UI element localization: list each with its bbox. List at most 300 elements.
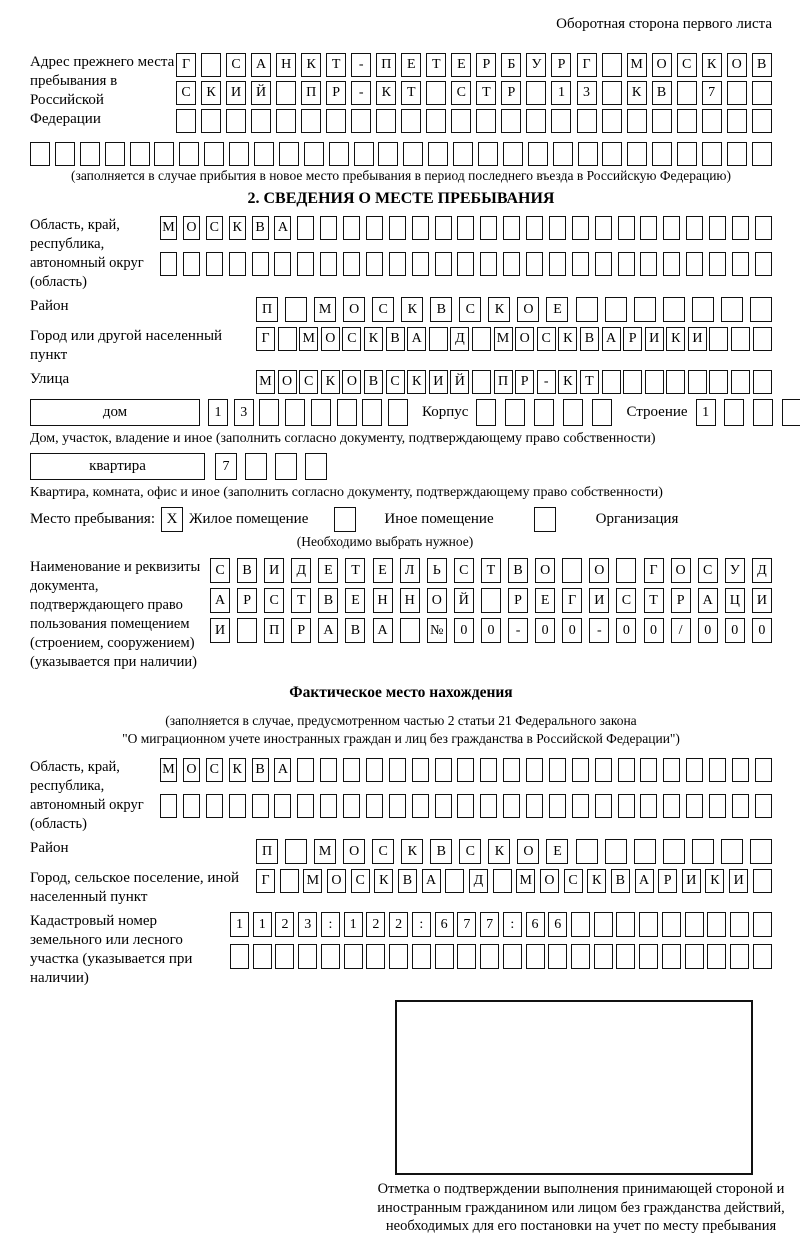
char-box[interactable]: [753, 327, 772, 351]
char-box[interactable]: [412, 252, 429, 276]
char-box[interactable]: [160, 252, 177, 276]
char-box[interactable]: И: [589, 588, 609, 613]
char-box[interactable]: У: [526, 53, 546, 77]
char-box[interactable]: Й: [450, 370, 469, 394]
char-box[interactable]: М: [256, 370, 275, 394]
char-box[interactable]: [176, 109, 196, 133]
char-box[interactable]: [297, 216, 314, 240]
char-box[interactable]: [782, 399, 800, 426]
char-box[interactable]: [732, 216, 749, 240]
char-box[interactable]: [389, 758, 406, 782]
char-box[interactable]: [252, 794, 269, 818]
char-box[interactable]: 0: [725, 618, 745, 643]
char-box[interactable]: [105, 142, 125, 166]
char-box[interactable]: [553, 142, 573, 166]
char-box[interactable]: [183, 794, 200, 818]
char-box[interactable]: [476, 109, 496, 133]
char-box[interactable]: И: [729, 869, 748, 893]
char-box[interactable]: [412, 216, 429, 240]
char-box[interactable]: [354, 142, 374, 166]
char-box[interactable]: С: [264, 588, 284, 613]
char-box[interactable]: В: [386, 327, 405, 351]
char-box[interactable]: [548, 944, 567, 969]
char-box[interactable]: 0: [616, 618, 636, 643]
char-box[interactable]: 0: [535, 618, 555, 643]
char-box[interactable]: [426, 109, 446, 133]
char-box[interactable]: [618, 216, 635, 240]
char-box[interactable]: Н: [400, 588, 420, 613]
char-box[interactable]: [526, 216, 543, 240]
char-box[interactable]: О: [535, 558, 555, 583]
char-box[interactable]: Д: [291, 558, 311, 583]
char-box[interactable]: [376, 109, 396, 133]
char-box[interactable]: К: [229, 216, 246, 240]
char-box[interactable]: [618, 758, 635, 782]
char-box[interactable]: [366, 252, 383, 276]
char-box[interactable]: В: [237, 558, 257, 583]
char-box[interactable]: Т: [481, 558, 501, 583]
char-box[interactable]: Л: [400, 558, 420, 583]
char-box[interactable]: Г: [176, 53, 196, 77]
char-box[interactable]: [389, 944, 408, 969]
char-box[interactable]: [501, 109, 521, 133]
char-box[interactable]: [595, 794, 612, 818]
char-box[interactable]: [571, 944, 590, 969]
char-box[interactable]: В: [398, 869, 417, 893]
char-box[interactable]: :: [321, 912, 340, 937]
char-box[interactable]: М: [314, 297, 336, 322]
char-box[interactable]: [343, 216, 360, 240]
char-box[interactable]: А: [210, 588, 230, 613]
char-box[interactable]: [253, 944, 272, 969]
char-box[interactable]: К: [364, 327, 383, 351]
char-box[interactable]: [251, 109, 271, 133]
char-box[interactable]: [572, 758, 589, 782]
char-box[interactable]: 2: [389, 912, 408, 937]
char-box[interactable]: Р: [671, 588, 691, 613]
char-box[interactable]: [727, 142, 747, 166]
char-box[interactable]: [378, 142, 398, 166]
char-box[interactable]: К: [376, 81, 396, 105]
char-box[interactable]: [707, 944, 726, 969]
char-box[interactable]: М: [160, 216, 177, 240]
char-box[interactable]: О: [515, 327, 534, 351]
char-box[interactable]: [457, 944, 476, 969]
char-box[interactable]: [663, 216, 680, 240]
char-box[interactable]: [389, 252, 406, 276]
char-box[interactable]: 1: [344, 912, 363, 937]
char-box[interactable]: [686, 794, 703, 818]
char-box[interactable]: О: [671, 558, 691, 583]
char-box[interactable]: [677, 142, 697, 166]
char-box[interactable]: /: [671, 618, 691, 643]
char-box[interactable]: [623, 370, 642, 394]
char-box[interactable]: [663, 758, 680, 782]
char-box[interactable]: [692, 297, 714, 322]
char-box[interactable]: [753, 912, 772, 937]
char-box[interactable]: [204, 142, 224, 166]
char-box[interactable]: [549, 216, 566, 240]
char-box[interactable]: [183, 252, 200, 276]
char-box[interactable]: О: [517, 297, 539, 322]
char-box[interactable]: [576, 839, 598, 864]
char-box[interactable]: [343, 758, 360, 782]
char-box[interactable]: А: [698, 588, 718, 613]
char-box[interactable]: [709, 216, 726, 240]
char-box[interactable]: [412, 758, 429, 782]
char-box[interactable]: [563, 399, 583, 426]
char-box[interactable]: П: [256, 839, 278, 864]
char-box[interactable]: П: [376, 53, 396, 77]
char-box[interactable]: -: [351, 81, 371, 105]
char-box[interactable]: [732, 758, 749, 782]
char-box[interactable]: [526, 794, 543, 818]
char-box[interactable]: А: [422, 869, 441, 893]
char-box[interactable]: [616, 558, 636, 583]
char-box[interactable]: [457, 794, 474, 818]
char-box[interactable]: :: [503, 912, 522, 937]
char-box[interactable]: [709, 758, 726, 782]
char-box[interactable]: [595, 758, 612, 782]
char-box[interactable]: [602, 142, 622, 166]
char-box[interactable]: С: [677, 53, 697, 77]
char-box[interactable]: [727, 109, 747, 133]
char-box[interactable]: [388, 399, 408, 426]
char-box[interactable]: :: [412, 912, 431, 937]
char-box[interactable]: Ь: [427, 558, 447, 583]
char-box[interactable]: [616, 912, 635, 937]
char-box[interactable]: С: [342, 327, 361, 351]
char-box[interactable]: К: [587, 869, 606, 893]
char-box[interactable]: А: [318, 618, 338, 643]
char-box[interactable]: 1: [253, 912, 272, 937]
char-box[interactable]: [30, 142, 50, 166]
char-box[interactable]: -: [508, 618, 528, 643]
char-box[interactable]: [493, 869, 512, 893]
char-box[interactable]: [278, 327, 297, 351]
char-box[interactable]: [429, 327, 448, 351]
char-box[interactable]: [476, 399, 496, 426]
char-box[interactable]: [663, 297, 685, 322]
char-box[interactable]: [753, 399, 773, 426]
char-box[interactable]: 6: [526, 912, 545, 937]
char-box[interactable]: [389, 216, 406, 240]
char-box[interactable]: Б: [501, 53, 521, 77]
char-box[interactable]: [730, 944, 749, 969]
char-box[interactable]: [572, 794, 589, 818]
char-box[interactable]: [245, 453, 267, 480]
char-box[interactable]: [731, 370, 750, 394]
char-box[interactable]: А: [373, 618, 393, 643]
char-box[interactable]: А: [251, 53, 271, 77]
char-box[interactable]: 7: [457, 912, 476, 937]
char-box[interactable]: [721, 839, 743, 864]
char-box[interactable]: [201, 109, 221, 133]
char-box[interactable]: Е: [451, 53, 471, 77]
char-box[interactable]: [274, 794, 291, 818]
char-box[interactable]: [709, 794, 726, 818]
char-box[interactable]: [602, 81, 622, 105]
char-box[interactable]: [526, 944, 545, 969]
char-box[interactable]: [730, 912, 749, 937]
char-box[interactable]: [229, 794, 246, 818]
char-box[interactable]: О: [540, 869, 559, 893]
char-box[interactable]: [480, 758, 497, 782]
char-box[interactable]: Е: [546, 297, 568, 322]
char-box[interactable]: [662, 944, 681, 969]
char-box[interactable]: [435, 794, 452, 818]
char-box[interactable]: 6: [548, 912, 567, 937]
char-box[interactable]: [472, 327, 491, 351]
char-box[interactable]: [753, 944, 772, 969]
char-box[interactable]: [254, 142, 274, 166]
char-box[interactable]: [640, 758, 657, 782]
char-box[interactable]: [366, 794, 383, 818]
char-box[interactable]: 3: [298, 912, 317, 937]
char-box[interactable]: [688, 370, 707, 394]
char-box[interactable]: [685, 944, 704, 969]
char-box[interactable]: П: [256, 297, 278, 322]
char-box[interactable]: [602, 53, 622, 77]
char-box[interactable]: Н: [373, 588, 393, 613]
char-box[interactable]: [526, 81, 546, 105]
char-box[interactable]: [301, 109, 321, 133]
char-box[interactable]: [578, 142, 598, 166]
char-box[interactable]: [627, 109, 647, 133]
char-box[interactable]: [320, 794, 337, 818]
char-box[interactable]: С: [210, 558, 230, 583]
char-box[interactable]: 7: [215, 453, 237, 480]
char-box[interactable]: В: [430, 297, 452, 322]
char-box[interactable]: [320, 216, 337, 240]
char-box[interactable]: В: [508, 558, 528, 583]
char-box[interactable]: П: [301, 81, 321, 105]
char-box[interactable]: [755, 252, 772, 276]
char-box[interactable]: [297, 758, 314, 782]
char-box[interactable]: А: [635, 869, 654, 893]
char-box[interactable]: [731, 327, 750, 351]
char-box[interactable]: [343, 794, 360, 818]
char-box[interactable]: Е: [401, 53, 421, 77]
char-box[interactable]: Г: [644, 558, 664, 583]
char-box[interactable]: [280, 869, 299, 893]
char-box[interactable]: Р: [501, 81, 521, 105]
char-box[interactable]: 1: [696, 399, 716, 426]
char-box[interactable]: М: [627, 53, 647, 77]
char-box[interactable]: Р: [326, 81, 346, 105]
char-box[interactable]: [351, 109, 371, 133]
char-box[interactable]: 7: [480, 912, 499, 937]
char-box[interactable]: [595, 216, 612, 240]
char-box[interactable]: [634, 839, 656, 864]
char-box[interactable]: [640, 216, 657, 240]
char-box[interactable]: [551, 109, 571, 133]
char-box[interactable]: [727, 81, 747, 105]
char-box[interactable]: Т: [291, 588, 311, 613]
char-box[interactable]: С: [454, 558, 474, 583]
char-box[interactable]: [130, 142, 150, 166]
char-box[interactable]: [505, 399, 525, 426]
char-box[interactable]: [592, 399, 612, 426]
char-box[interactable]: [435, 216, 452, 240]
char-box[interactable]: [618, 252, 635, 276]
char-box[interactable]: [702, 142, 722, 166]
char-box[interactable]: Ц: [725, 588, 745, 613]
char-box[interactable]: У: [725, 558, 745, 583]
char-box[interactable]: [201, 53, 221, 77]
char-box[interactable]: [572, 216, 589, 240]
char-box[interactable]: [366, 758, 383, 782]
char-box[interactable]: [594, 944, 613, 969]
char-box[interactable]: С: [386, 370, 405, 394]
char-box[interactable]: [478, 142, 498, 166]
char-box[interactable]: [677, 81, 697, 105]
char-box[interactable]: [692, 839, 714, 864]
char-box[interactable]: №: [427, 618, 447, 643]
char-box[interactable]: Р: [515, 370, 534, 394]
char-box[interactable]: К: [201, 81, 221, 105]
char-box[interactable]: [645, 370, 664, 394]
char-box[interactable]: [602, 370, 621, 394]
char-box[interactable]: С: [206, 216, 223, 240]
char-box[interactable]: [275, 453, 297, 480]
char-box[interactable]: [503, 252, 520, 276]
char-box[interactable]: [750, 839, 772, 864]
char-box[interactable]: Р: [623, 327, 642, 351]
char-box[interactable]: В: [318, 588, 338, 613]
char-box[interactable]: [279, 142, 299, 166]
char-box[interactable]: [618, 794, 635, 818]
char-box[interactable]: [329, 142, 349, 166]
char-box[interactable]: И: [645, 327, 664, 351]
char-box[interactable]: [472, 370, 491, 394]
char-box[interactable]: А: [274, 758, 291, 782]
char-box[interactable]: [666, 370, 685, 394]
char-box[interactable]: [707, 912, 726, 937]
char-box[interactable]: [605, 839, 627, 864]
char-box[interactable]: С: [176, 81, 196, 105]
char-box[interactable]: К: [229, 758, 246, 782]
char-box[interactable]: [686, 252, 703, 276]
char-box[interactable]: [435, 758, 452, 782]
char-box[interactable]: [526, 252, 543, 276]
char-box[interactable]: [451, 109, 471, 133]
char-box[interactable]: К: [401, 297, 423, 322]
char-box[interactable]: 1: [208, 399, 228, 426]
char-box[interactable]: И: [264, 558, 284, 583]
char-box[interactable]: [480, 944, 499, 969]
char-box[interactable]: [639, 912, 658, 937]
char-box[interactable]: Т: [401, 81, 421, 105]
char-box[interactable]: [229, 142, 249, 166]
char-box[interactable]: Р: [291, 618, 311, 643]
char-box[interactable]: Н: [276, 53, 296, 77]
char-box[interactable]: [305, 453, 327, 480]
char-box[interactable]: В: [752, 53, 772, 77]
char-box[interactable]: [362, 399, 382, 426]
char-box[interactable]: [702, 109, 722, 133]
char-box[interactable]: Е: [318, 558, 338, 583]
char-box[interactable]: [753, 869, 772, 893]
char-box[interactable]: С: [351, 869, 370, 893]
char-box[interactable]: И: [210, 618, 230, 643]
char-box[interactable]: [457, 758, 474, 782]
char-box[interactable]: [602, 109, 622, 133]
char-box[interactable]: Р: [237, 588, 257, 613]
char-box[interactable]: [577, 109, 597, 133]
char-box[interactable]: Т: [580, 370, 599, 394]
char-box[interactable]: В: [430, 839, 452, 864]
char-box[interactable]: К: [558, 327, 577, 351]
char-box[interactable]: [457, 216, 474, 240]
char-box[interactable]: [401, 109, 421, 133]
char-box[interactable]: [526, 109, 546, 133]
char-box[interactable]: Д: [752, 558, 772, 583]
char-box[interactable]: 1: [551, 81, 571, 105]
char-box[interactable]: [755, 216, 772, 240]
char-box[interactable]: [426, 81, 446, 105]
char-box[interactable]: [526, 758, 543, 782]
checkbox-other-premises[interactable]: [334, 507, 356, 532]
char-box[interactable]: [252, 252, 269, 276]
char-box[interactable]: [480, 794, 497, 818]
char-box[interactable]: Г: [256, 327, 275, 351]
char-box[interactable]: [237, 618, 257, 643]
char-box[interactable]: В: [652, 81, 672, 105]
char-box[interactable]: М: [303, 869, 322, 893]
char-box[interactable]: [366, 944, 385, 969]
char-box[interactable]: И: [226, 81, 246, 105]
char-box[interactable]: Д: [450, 327, 469, 351]
char-box[interactable]: [595, 252, 612, 276]
char-box[interactable]: Р: [476, 53, 496, 77]
char-box[interactable]: [634, 297, 656, 322]
char-box[interactable]: С: [372, 839, 394, 864]
char-box[interactable]: А: [407, 327, 426, 351]
char-box[interactable]: С: [616, 588, 636, 613]
char-box[interactable]: [400, 618, 420, 643]
char-box[interactable]: С: [372, 297, 394, 322]
char-box[interactable]: [639, 944, 658, 969]
char-box[interactable]: К: [321, 370, 340, 394]
char-box[interactable]: [709, 327, 728, 351]
char-box[interactable]: [503, 758, 520, 782]
char-box[interactable]: [435, 944, 454, 969]
char-box[interactable]: [274, 252, 291, 276]
char-box[interactable]: [285, 399, 305, 426]
char-box[interactable]: 6: [435, 912, 454, 937]
char-box[interactable]: О: [342, 370, 361, 394]
char-box[interactable]: М: [494, 327, 513, 351]
char-box[interactable]: Т: [426, 53, 446, 77]
char-box[interactable]: О: [652, 53, 672, 77]
char-box[interactable]: [640, 252, 657, 276]
char-box[interactable]: [549, 794, 566, 818]
char-box[interactable]: [549, 758, 566, 782]
char-box[interactable]: [179, 142, 199, 166]
char-box[interactable]: Т: [326, 53, 346, 77]
char-box[interactable]: [206, 794, 223, 818]
char-box[interactable]: -: [537, 370, 556, 394]
char-box[interactable]: [276, 81, 296, 105]
char-box[interactable]: С: [459, 839, 481, 864]
char-box[interactable]: [503, 944, 522, 969]
char-box[interactable]: [481, 588, 501, 613]
char-box[interactable]: О: [327, 869, 346, 893]
char-box[interactable]: О: [183, 758, 200, 782]
char-box[interactable]: [732, 794, 749, 818]
char-box[interactable]: [686, 216, 703, 240]
